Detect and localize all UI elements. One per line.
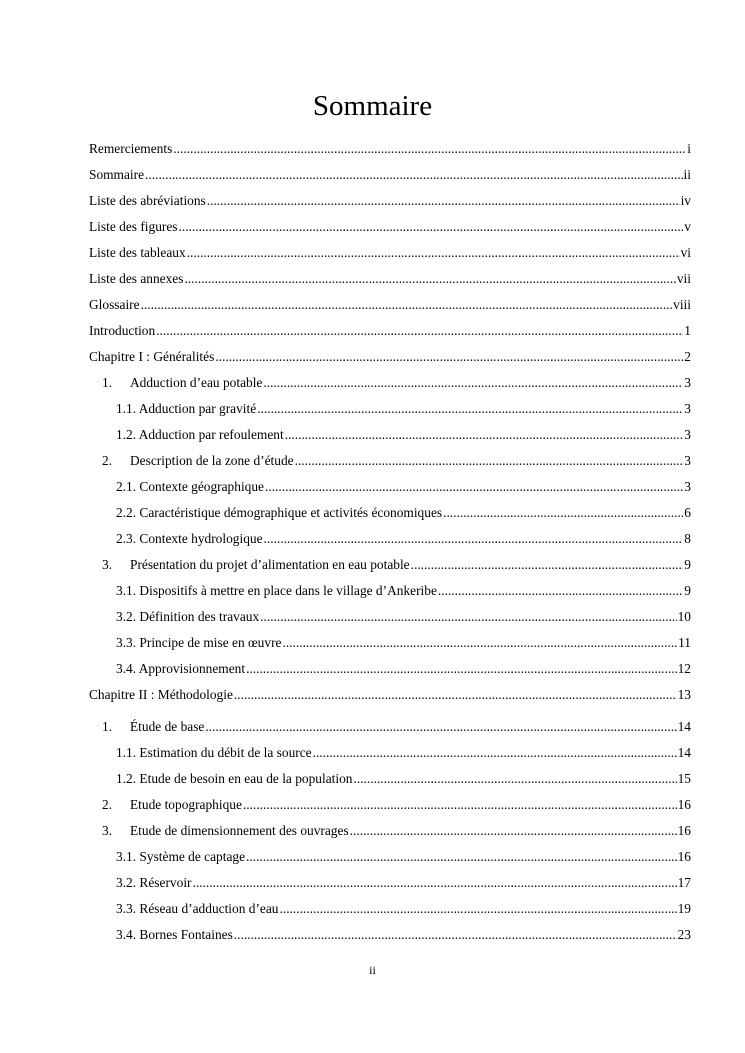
toc-entry-label: Chapitre II : Méthodologie bbox=[89, 687, 233, 702]
toc-entry-label: Présentation du projet d’alimentation en eau potable bbox=[130, 557, 410, 572]
toc-entry[interactable] bbox=[102, 818, 691, 844]
toc-entry[interactable] bbox=[102, 714, 691, 740]
toc-entry-number: 1. bbox=[102, 375, 113, 390]
toc-entry-page: 11 bbox=[678, 635, 691, 650]
toc-dot-leader bbox=[193, 870, 677, 896]
toc-entry-label: Etude de dimensionnement des ouvrages bbox=[130, 823, 349, 838]
toc-dot-leader bbox=[205, 714, 676, 740]
toc-entry[interactable] bbox=[116, 870, 691, 896]
toc-entry[interactable] bbox=[89, 188, 691, 214]
toc-entry-page: 3 bbox=[684, 479, 691, 494]
toc-entry-label: Adduction d’eau potable bbox=[130, 375, 263, 390]
toc-entry-page: 16 bbox=[677, 823, 691, 838]
toc-entry-page: 8 bbox=[684, 531, 691, 546]
toc-entry-page: 23 bbox=[677, 927, 691, 942]
toc-entry-page: 6 bbox=[684, 505, 691, 520]
toc-dot-leader bbox=[246, 656, 677, 682]
toc-entry[interactable] bbox=[89, 266, 691, 292]
toc-entry-label: 3.2. Définition des travaux bbox=[116, 609, 260, 624]
toc-entry[interactable] bbox=[89, 240, 691, 266]
toc-dot-leader bbox=[264, 526, 684, 552]
toc-entry[interactable] bbox=[116, 766, 691, 792]
toc-dot-leader bbox=[354, 766, 677, 792]
toc-entry[interactable] bbox=[89, 136, 691, 162]
toc-entry-page: 9 bbox=[684, 557, 691, 572]
toc-entry-page: 12 bbox=[677, 661, 691, 676]
toc-dot-leader bbox=[282, 630, 677, 656]
page-title: Sommaire bbox=[312, 90, 433, 122]
toc-dot-leader bbox=[243, 792, 677, 818]
toc-entry-label: 3.3. Principe de mise en œuvre bbox=[116, 635, 282, 650]
toc-dot-leader bbox=[295, 448, 684, 474]
toc-entry-label: 3.2. Réservoir bbox=[116, 875, 192, 890]
toc-entry[interactable] bbox=[116, 740, 691, 766]
toc-entry-number: 2. bbox=[102, 797, 113, 812]
toc-entry-label: 3.1. Dispositifs à mettre en place dans le village d’Ankeribe bbox=[116, 583, 437, 598]
toc-entry[interactable] bbox=[102, 370, 691, 396]
toc-entry-label: Description de la zone d’étude bbox=[130, 453, 294, 468]
toc-entry-label: Introduction bbox=[89, 323, 156, 338]
toc-dot-leader bbox=[173, 136, 686, 162]
toc-entry[interactable] bbox=[116, 474, 691, 500]
toc-entry[interactable] bbox=[102, 792, 691, 818]
toc-entry-label: 1.1. Adduction par gravité bbox=[116, 401, 257, 416]
toc-entry-page: 13 bbox=[677, 687, 691, 702]
toc-entry-page: 2 bbox=[684, 349, 691, 364]
toc-entry-page: vi bbox=[680, 245, 691, 260]
toc-entry-label: Liste des tableaux bbox=[89, 245, 186, 260]
toc-entry[interactable] bbox=[116, 396, 691, 422]
toc-dot-leader bbox=[156, 318, 683, 344]
toc-entry[interactable] bbox=[89, 214, 691, 240]
toc-dot-leader bbox=[350, 818, 677, 844]
toc-entry-label: 2.2. Caractéristique démographique et activités économiques bbox=[116, 505, 443, 520]
toc-entry-page: 14 bbox=[677, 719, 691, 734]
toc-entry-number: 3. bbox=[102, 557, 113, 572]
toc-entry[interactable] bbox=[116, 422, 691, 448]
toc-entry-label: 3.4. Approvisionnement bbox=[116, 661, 246, 676]
page-number: ii bbox=[369, 963, 376, 977]
toc-entry[interactable] bbox=[116, 604, 691, 630]
toc-dot-leader bbox=[411, 552, 684, 578]
toc-entry-label: 1.2. Etude de besoin en eau de la population bbox=[116, 771, 353, 786]
toc-entry-page: 1 bbox=[684, 323, 691, 338]
toc-entry-page: 19 bbox=[677, 901, 691, 916]
toc-entry[interactable] bbox=[116, 526, 691, 552]
toc-dot-leader bbox=[184, 266, 675, 292]
toc-entry[interactable] bbox=[102, 448, 691, 474]
toc-entry[interactable] bbox=[102, 552, 691, 578]
toc-entry-label: Sommaire bbox=[89, 167, 145, 182]
toc-entry-page: 3 bbox=[684, 401, 691, 416]
toc-dot-leader bbox=[187, 240, 680, 266]
toc-entry-page: 16 bbox=[677, 797, 691, 812]
toc-entry[interactable] bbox=[116, 922, 691, 948]
toc-entry[interactable] bbox=[116, 630, 691, 656]
toc-entry-label: Chapitre I : Généralités bbox=[89, 349, 215, 364]
toc-entry[interactable] bbox=[89, 318, 691, 344]
toc-dot-leader bbox=[280, 896, 677, 922]
toc-dot-leader bbox=[257, 396, 683, 422]
toc-dot-leader bbox=[265, 474, 683, 500]
toc-entry-label: 3.1. Système de captage bbox=[116, 849, 246, 864]
toc-entry-label: 3.4. Bornes Fontaines bbox=[116, 927, 233, 942]
toc-dot-leader bbox=[141, 292, 673, 318]
toc-entry-page: 15 bbox=[677, 771, 691, 786]
toc-entry-label: 1.2. Adduction par refoulement bbox=[116, 427, 284, 442]
toc-entry-label: Remerciements bbox=[89, 141, 173, 156]
toc-dot-leader bbox=[438, 578, 683, 604]
toc-entry-page: ii bbox=[683, 167, 691, 182]
toc-entry-page: vii bbox=[676, 271, 691, 286]
toc-dot-leader bbox=[443, 500, 683, 526]
toc-entry-label: Etude topographique bbox=[130, 797, 242, 812]
toc-dot-leader bbox=[179, 214, 684, 240]
toc-entry-page: iv bbox=[680, 193, 691, 208]
toc-entry-label: 3.3. Réseau d’adduction d’eau bbox=[116, 901, 279, 916]
toc-entry[interactable] bbox=[116, 844, 691, 870]
toc-dot-leader bbox=[263, 370, 683, 396]
toc-entry-number: 2. bbox=[102, 453, 113, 468]
toc-entry-page: 10 bbox=[677, 609, 691, 624]
toc-entry-page: 9 bbox=[684, 583, 691, 598]
toc-dot-leader bbox=[285, 422, 684, 448]
toc-entry-page: i bbox=[687, 141, 691, 156]
toc-entry-label: Glossaire bbox=[89, 297, 140, 312]
toc-entry-page: 16 bbox=[677, 849, 691, 864]
toc-entry-label: 1.1. Estimation du débit de la source bbox=[116, 745, 312, 760]
toc-entry-page: 3 bbox=[684, 375, 691, 390]
toc-entry-number: 1. bbox=[102, 719, 113, 734]
toc-dot-leader bbox=[215, 344, 683, 370]
toc-entry-label: Liste des annexes bbox=[89, 271, 184, 286]
toc-entry-label: 2.3. Contexte hydrologique bbox=[116, 531, 263, 546]
toc-entry-page: 3 bbox=[684, 427, 691, 442]
toc-entry[interactable] bbox=[116, 896, 691, 922]
toc-entry-page: viii bbox=[673, 297, 691, 312]
toc-entry[interactable] bbox=[89, 344, 691, 370]
toc-entry[interactable] bbox=[116, 578, 691, 604]
toc-entry-label: Étude de base bbox=[130, 719, 205, 734]
toc-entry-label: Liste des abréviations bbox=[89, 193, 206, 208]
toc-entry[interactable] bbox=[89, 682, 691, 708]
toc-entry[interactable] bbox=[89, 292, 691, 318]
toc-dot-leader bbox=[145, 162, 683, 188]
toc-entry-page: 3 bbox=[684, 453, 691, 468]
toc-dot-leader bbox=[246, 844, 677, 870]
toc-dot-leader bbox=[313, 740, 677, 766]
toc-entry[interactable] bbox=[116, 656, 691, 682]
toc-entry-label: 2.1. Contexte géographique bbox=[116, 479, 265, 494]
toc-dot-leader bbox=[234, 682, 677, 708]
toc-entry-number: 3. bbox=[102, 823, 113, 838]
toc-entry[interactable] bbox=[116, 500, 691, 526]
toc-dot-leader bbox=[234, 922, 677, 948]
toc-dot-leader bbox=[207, 188, 680, 214]
toc-entry[interactable] bbox=[89, 162, 691, 188]
toc-dot-leader bbox=[260, 604, 676, 630]
toc-entry-page: v bbox=[684, 219, 691, 234]
toc-entry-label: Liste des figures bbox=[89, 219, 178, 234]
toc-entry-page: 14 bbox=[677, 745, 691, 760]
toc-entry-page: 17 bbox=[677, 875, 691, 890]
